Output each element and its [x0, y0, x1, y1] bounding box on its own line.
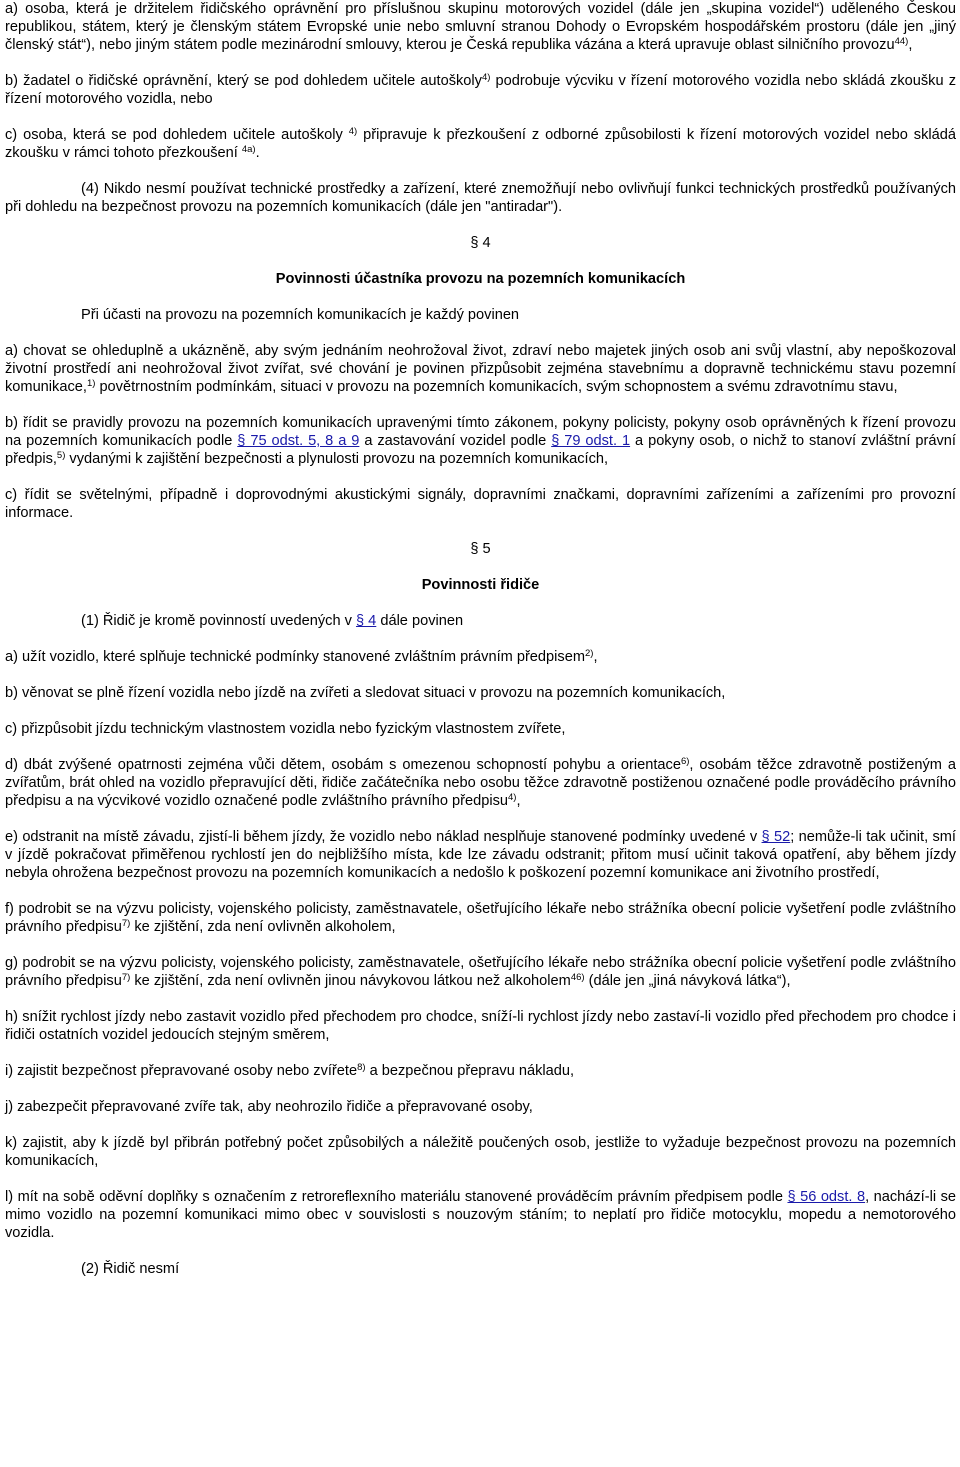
paragraph-a-osoba: a) osoba, která je držitelem řidičského oprávnění pro příslušnou skupinu motorových vozidel (dále jen „skupina vozidel“) uděleného Českou republikou, státem, který je členským státem Evropské unie nebo smluvní stranou Dohody o Evropském hospodářském prostoru (dále jen „jiný členský stát“), nebo jiným státem podle mezinárodní smlouvy, kterou je Česká republika vázána a která upravuje oblast silničního provozu$^{44)}$,	[5, 1, 956, 53]
link-section-4[interactable]: § 4	[355, 613, 377, 629]
footnote-ref: 4)	[481, 72, 491, 83]
section-4-title: Povinnosti účastníka provozu na pozemních komunikacích	[275, 271, 686, 287]
sec5-item-b: b) věnovat se plně řízení vozidla nebo jízdě na zvířeti a sledovat situaci v provozu na pozemních komunikacích,	[5, 685, 726, 701]
section-4-intro: Při účasti na provozu na pozemních komunikacích je každý povinen	[81, 307, 520, 323]
footnote-ref: 4)	[508, 792, 517, 803]
section-5-intro: (1) Řidič je kromě povinností uvedených v § 4 dále povinen	[81, 613, 464, 629]
footnote-ref: 4a)	[241, 144, 256, 155]
footnote-ref: 8)	[357, 1062, 366, 1073]
sec5-item-d: d) dbát zvýšené opatrnosti zejména vůči dětem, osobám s omezenou schopností pohybu a orientace$^{6)}$, osobám těžce zdravotně postiženým a zvířatům, brát ohled na vozidlo přepravující děti, řidiče začátečníka nebo osobu těžce zdravotně postiženou označené podle prováděcího právního předpisu a na výcvikové vozidlo označené podle zvláštního právního předpisu$^{4)}$,	[5, 756, 956, 809]
sec5-item-k: k) zajistit, aby k jízdě byl přibrán potřebný počet způsobilých a náležitě poučených osob, jestliže to vyžaduje bezpečnost provozu na pozemních komunikacích,	[5, 1135, 956, 1169]
footnote-ref: 7)	[121, 918, 131, 929]
sec5-item-a: a) užít vozidlo, které splňuje technické podmínky stanovené zvláštním právním předpisem$^{2)}$,	[5, 648, 598, 665]
sec5-item-i: i) zajistit bezpečnost přepravované osoby nebo zvířete$^{8)}$ a bezpečnou přepravu nákladu,	[5, 1062, 575, 1079]
footnote-ref: 1)	[86, 378, 96, 389]
footnote-ref: 6)	[680, 756, 690, 767]
sec4-item-b: b) řídit se pravidly provozu na pozemních komunikacích upravenými tímto zákonem, pokyny policisty, pokyny osob oprávněných k řízení provozu na pozemních komunikacích podle § 75 odst. 5, 8 a 9 a zastavování vozidel podle § 79 odst. 1 a pokyny osob, o nichž to stanoví zvláštní právní předpis,$^{5)}$ vydanými k zajištění bezpečnosti a plynulosti provozu na pozemních komunikacích,	[5, 415, 956, 467]
section-5-title: Povinnosti řidiče	[421, 577, 540, 593]
section-5-number: § 5	[470, 541, 491, 557]
sec4-item-a: a) chovat se ohleduplně a ukázněně, aby svým jednáním neohrožoval život, zdraví nebo majetek jiných osob ani svůj vlastní, aby nepoškozoval životní prostředí ani neohrožoval život zvířat, své chování je povinen přizpůsobit zejména stavebnímu a dopravně technickému stavu pozemní komunikace,$^{1)}$ povětrnostním podmínkám, situaci v provozu na pozemních komunikacích, svým schopnostem a svému zdravotnímu stavu,	[5, 343, 956, 395]
sec5-item-c: c) přizpůsobit jízdu technickým vlastnostem vozidla nebo fyzickým vlastnostem zvířete,	[5, 721, 566, 737]
link-75-odst[interactable]: § 75 odst. 5, 8 a 9	[237, 433, 360, 449]
sec5-item-e: e) odstranit na místě závadu, zjistí-li během jízdy, že vozidlo nebo náklad nesplňuje stanovené podmínky uvedené v § 52; nemůže-li tak učinit, smí v jízdě pokračovat přiměřenou rychlostí jen do nejbližšího místa, kde lze závadu odstranit; přitom musí učinit taková opatření, aby během jízdy nebyla ohrožena bezpečnost provozu na pozemních komunikacích a nedošlo k poškození pozemní komunikace ani životního prostředí,	[5, 829, 956, 881]
sec5-item-l: l) mít na sobě oděvní doplňky s označením z retroreflexního materiálu stanovené prováděcím právním předpisem podle § 56 odst. 8, nachází-li se mimo vozidlo na pozemní komunikaci mimo obec v souvislosti s nouzovým stáním; to neplatí pro řidiče motocyklu, mopedu a nemotorového vozidla.	[5, 1189, 956, 1241]
paragraph-b-zadatel: b) žadatel o řidičské oprávnění, který se pod dohledem učitele autoškoly$^{4)}$ podrobuje výcviku v řízení motorového vozidla nebo skládá zkoušku z řízení motorového vozidla, nebo	[5, 72, 956, 107]
link-79-odst[interactable]: § 79 odst. 1	[551, 433, 631, 449]
sec5-item-j: j) zabezpečit přepravované zvíře tak, aby neohrozilo řidiče a přepravované osoby,	[5, 1099, 533, 1115]
sec4-item-c: c) řídit se světelnými, případně i doprovodnými akustickými signály, dopravními značkami, dopravními zařízeními a zařízeními pro provozní informace.	[5, 487, 956, 521]
paragraph-c-osoba: c) osoba, která se pod dohledem učitele autoškoly $^{4)}$ připravuje k přezkoušení z odborné způsobilosti k řízení motorových vozidel nebo skládá zkoušku v rámci tohoto přezkoušení $^{4a)}$.	[5, 126, 956, 161]
footnote-ref: 44)	[894, 36, 909, 47]
sec5-item-f: f) podrobit se na výzvu policisty, vojenského policisty, zaměstnavatele, ošetřujícího lékaře nebo strážníka obecní policie vyšetření podle zvláštního právního předpisu$^{7)}$ ke zjištění, zda není ovlivněn alkoholem,	[5, 901, 956, 935]
footnote-ref: 2)	[584, 648, 594, 659]
footnote-ref: 4)	[348, 126, 358, 137]
footnote-ref: 46)	[570, 972, 585, 983]
sec5-item-g: g) podrobit se na výzvu policisty, vojenského policisty, zaměstnavatele, ošetřujícího lékaře nebo strážníka obecní policie vyšetření podle zvláštního právního předpisu$^{7)}$ ke zjištění, zda není ovlivněn jinou návykovou látkou než alkoholem$^{46)}$ (dále jen „jiná návyková látka“),	[5, 955, 956, 989]
sec5-item-h: h) snížit rychlost jízdy nebo zastavit vozidlo před přechodem pro chodce, sníží-li rychlost jízdy nebo zastaví-li vozidlo před přechodem pro chodce i řidiči ostatních vozidel jedoucích stejným směrem,	[5, 1009, 956, 1043]
link-56-odst[interactable]: § 56 odst. 8	[787, 1189, 866, 1205]
link-section-52[interactable]: § 52	[761, 829, 791, 845]
sec5-paragraph-2: (2) Řidič nesmí	[81, 1261, 180, 1277]
footnote-ref: 5)	[56, 450, 66, 461]
footnote-ref: 7)	[121, 972, 131, 983]
section-4-number: § 4	[470, 235, 491, 251]
paragraph-4-antiradar: (4) Nikdo nesmí používat technické prostředky a zařízení, které znemožňují nebo ovlivňují funkci technických prostředků používaných při dohledu na bezpečnost provozu na pozemních komunikacích (dále jen "antiradar").	[5, 181, 956, 215]
